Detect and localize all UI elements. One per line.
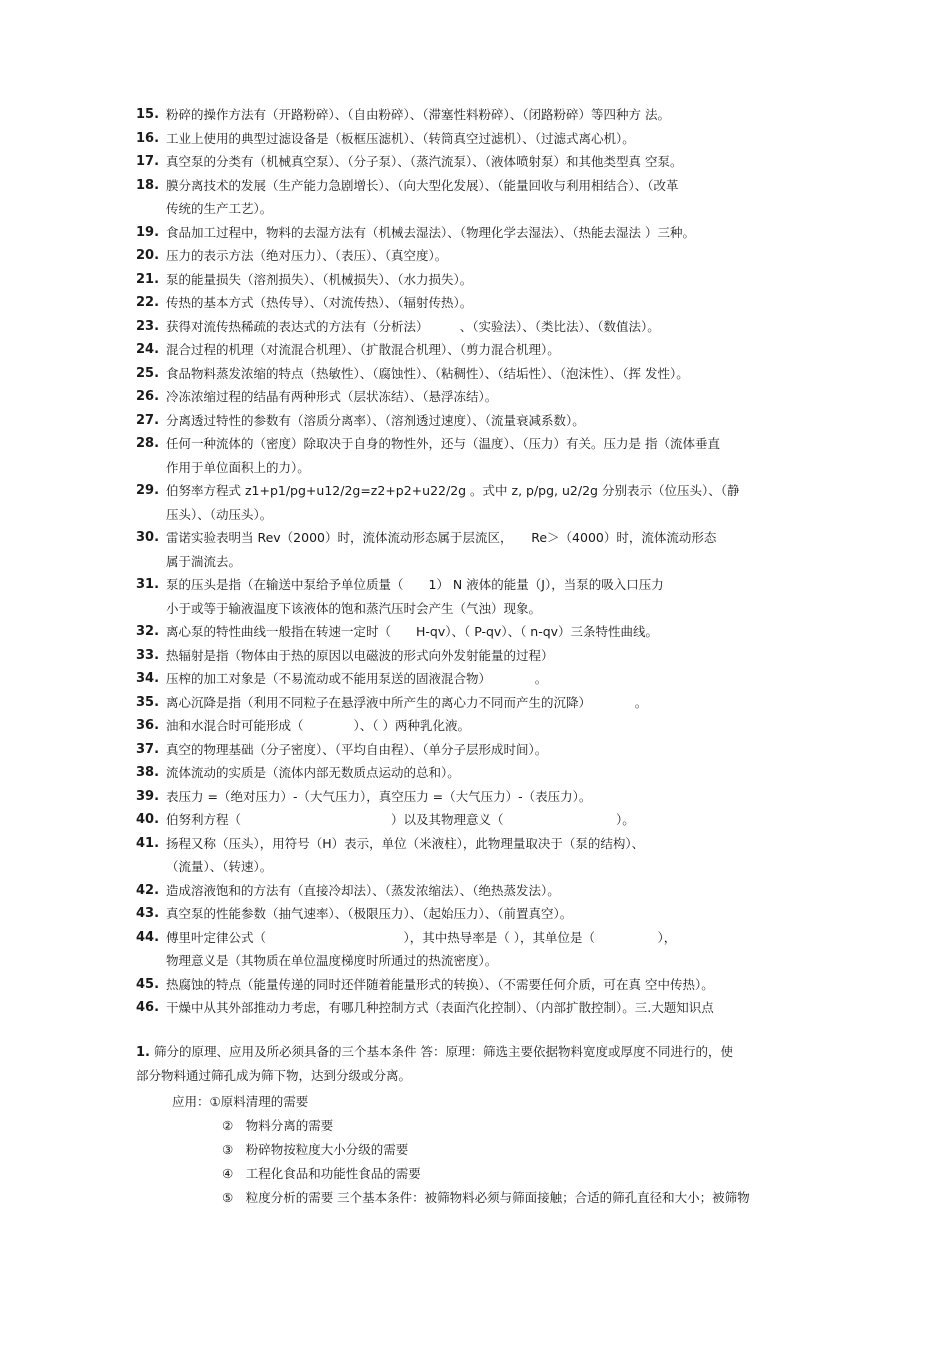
question-text: 泵的能量损失（溶剂损失）、（机械损失）、（水力损失）。 <box>166 271 473 287</box>
question-item <box>136 479 816 526</box>
question-item <box>136 150 816 174</box>
question-text: 食品加工过程中，物料的去湿方法有（机械去湿法）、（物理化学去湿法）、（热能去湿法 ）三种。 <box>166 224 695 240</box>
question-number: 34. <box>136 671 160 686</box>
question-item <box>136 620 816 644</box>
question-text: 压力的表示方法（绝对压力）、（表压）、（真空度）。 <box>166 248 448 263</box>
application-item: ④ 工程化食品和功能性食品的需要 <box>222 1166 421 1181</box>
question-text: 干燥中从其外部推动力考虑，有哪几种控制方式（表面汽化控制）、（内部扩散控制）。三.大题知识点 <box>166 1000 714 1015</box>
question-item <box>136 738 816 762</box>
question-text: 工业上使用的典型过滤设备是（板框压滤机）、（转筒真空过滤机）、（过滤式离心机）。 <box>166 130 635 146</box>
question-item <box>136 526 816 573</box>
question-number: 42. <box>136 882 160 898</box>
question-number: 16. <box>136 130 160 146</box>
question-item <box>136 785 816 809</box>
section-line-2: 部分物料通过筛孔成为筛下物，达到分级或分离。 <box>136 1068 412 1083</box>
question-number: 17. <box>136 154 160 169</box>
question-text: 传热的基本方式（热传导）、（对流传热）、（辐射传热）。 <box>166 295 473 310</box>
question-number: 45. <box>136 976 160 992</box>
question-text: 表压力 =（绝对压力）-（大气压力），真空压力 =（大气压力）-（表压力）。 <box>166 788 592 804</box>
question-number: 39. <box>136 788 160 804</box>
question-text: 离心泵的特性曲线一般指在转速一定时（ H-qv）、（ P-qv）、（ n-qv）三条特性曲线。 <box>166 624 659 639</box>
question-text: 伯努利方程（ ）以及其物理意义（ ）。 <box>166 812 635 827</box>
question-number: 20. <box>136 248 160 263</box>
question-text: 热辐射是指（物体由于热的原因以电磁波的形式向外发射能量的过程） <box>166 647 554 663</box>
question-text: 物理意义是（其物质在单位温度梯度时所通过的热流密度）。 <box>166 953 498 968</box>
question-number: 21. <box>136 271 160 287</box>
question-text: 冷冻浓缩过程的结晶有两种形式（层状冻结）、（悬浮冻结）。 <box>166 389 498 404</box>
section-number: 1. <box>136 1045 150 1060</box>
question-text: 流体流动的实质是（流体内部无数质点运动的总和）。 <box>166 765 460 780</box>
question-item <box>136 244 816 268</box>
question-item <box>136 691 816 715</box>
question-number: 23. <box>136 318 160 334</box>
question-number: 44. <box>136 929 160 945</box>
question-text: 压榨的加工对象是（不易流动或不能用泵送的固液混合物） 。 <box>166 671 548 686</box>
question-text: （流量）、（转速）。 <box>166 859 273 874</box>
question-text: 属于湍流去。 <box>166 553 242 569</box>
question-number: 46. <box>136 1000 160 1015</box>
section-question <box>136 1040 733 1065</box>
question-text: 分离透过特性的参数有（溶质分离率）、（溶剂透过速度）、（流量衰减系数）。 <box>166 412 585 428</box>
question-text: 任何一种流体的（密度）除取决于自身的物性外，还与（温度）、（压力）有关。压力是 指（流体垂直 <box>166 436 720 451</box>
question-number: 24. <box>136 342 160 357</box>
question-number: 26. <box>136 389 160 404</box>
question-text: 伯努率方程式 z1+p1/pg+u12/2g=z2+p2+u22/2g 。式中 z, p/pg, u2/2g 分别表示（位压头）、（静 <box>166 483 740 498</box>
question-item <box>136 832 816 879</box>
question-item <box>136 761 816 785</box>
section-line-1: 筛分的原理、应用及所必须具备的三个基本条件 答：原理：筛选主要依据物料宽度或厚度不同进行的，使 <box>153 1044 733 1059</box>
application-intro: 应用：①原料清理的需要 <box>172 1094 309 1109</box>
question-text: 传统的生产工艺）。 <box>166 201 273 216</box>
question-item <box>136 174 816 221</box>
application-item: ③ 粉碎物按粒度大小分级的需要 <box>222 1142 409 1157</box>
question-number: 15. <box>136 107 160 122</box>
question-item <box>136 338 816 362</box>
question-number: 25. <box>136 365 160 381</box>
question-number: 22. <box>136 295 160 310</box>
question-item <box>136 432 816 479</box>
question-item <box>136 127 816 151</box>
question-item <box>136 268 816 292</box>
question-item <box>136 996 816 1020</box>
question-text: 傅里叶定律公式（ ），其中热导率是（ ），其单位是（ ）， <box>166 929 677 945</box>
question-number: 19. <box>136 224 160 240</box>
question-text: 离心沉降是指（利用不同粒子在悬浮液中所产生的离心力不同而产生的沉降） 。 <box>166 694 648 710</box>
question-text: 压头）、（动压头）。 <box>166 506 273 522</box>
question-number: 38. <box>136 765 160 780</box>
question-text: 真空的物理基础（分子密度）、（平均自由程）、（单分子层形成时间）。 <box>166 741 548 757</box>
question-number: 27. <box>136 412 160 428</box>
question-item <box>136 291 816 315</box>
question-number: 35. <box>136 694 160 710</box>
question-number: 40. <box>136 812 160 827</box>
question-item <box>136 573 816 620</box>
question-text: 膜分离技术的发展（生产能力急剧增长）、（向大型化发展）、（能量回收与利用相结合）、（改革 <box>166 177 679 193</box>
question-text: 混合过程的机理（对流混合机理）、（扩散混合机理）、（剪力混合机理）。 <box>166 342 560 357</box>
question-text: 真空泵的分类有（机械真空泵）、（分子泵）、（蒸汽流泵）、（液体喷射泵）和其他类型真 空泵。 <box>166 154 683 169</box>
application-item: ⑤ 粒度分析的需要 三个基本条件：被筛物料必须与筛面接触；合适的筛孔直径和大小；被筛物 <box>222 1190 750 1205</box>
question-text: 雷诺实验表明当 Rev（2000）时，流体流动形态属于层流区， Re＞（4000）时，流体流动形态 <box>166 530 717 545</box>
question-number: 31. <box>136 577 160 592</box>
question-text: 小于或等于输液温度下该液体的饱和蒸汽压时会产生（气浊）现象。 <box>166 600 542 616</box>
question-number: 32. <box>136 624 160 639</box>
question-number: 28. <box>136 436 160 451</box>
question-text: 热腐蚀的特点（能量传递的同时还伴随着能量形式的转换）、（不需要任何介质，可在真 空中传热）。 <box>166 976 714 992</box>
question-text: 真空泵的性能参数（抽气速率）、（极限压力）、（起始压力）、（前置真空）。 <box>166 906 573 921</box>
question-text: 粉碎的操作方法有（开路粉碎）、（自由粉碎）、（滞塞性料粉碎）、（闭路粉碎）等四种方 法。 <box>166 107 670 122</box>
question-item <box>136 644 816 668</box>
question-text: 扬程又称（压头），用符号（H）表示，单位（米液柱），此物理量取决于（泵的结构）、 <box>166 835 645 851</box>
question-number: 18. <box>136 177 160 193</box>
question-number: 36. <box>136 718 160 733</box>
application-item: ② 物料分离的需要 <box>222 1118 334 1133</box>
question-number: 37. <box>136 741 160 757</box>
question-item <box>136 714 816 738</box>
question-text: 造成溶液饱和的方法有（直接冷却法）、（蒸发浓缩法）、（绝热蒸发法）。 <box>166 882 560 898</box>
question-item <box>136 902 816 926</box>
question-item <box>136 879 816 903</box>
question-number: 43. <box>136 906 160 921</box>
question-item <box>136 315 816 339</box>
question-number: 30. <box>136 530 160 545</box>
question-text: 油和水混合时可能形成（ ）、（ ）两种乳化液。 <box>166 718 470 733</box>
question-item <box>136 385 816 409</box>
question-number: 41. <box>136 835 160 851</box>
question-text: 作用于单位面积上的力）。 <box>166 459 310 475</box>
question-item <box>136 808 816 832</box>
question-item <box>136 926 816 973</box>
question-text: 食品物料蒸发浓缩的特点（热敏性）、（腐蚀性）、（粘稠性）、（结垢性）、（泡沫性）、（挥 发性）。 <box>166 365 689 381</box>
question-number: 29. <box>136 483 160 498</box>
question-item <box>136 667 816 691</box>
question-item <box>136 362 816 386</box>
question-item <box>136 221 816 245</box>
question-number: 33. <box>136 647 160 663</box>
question-text: 泵的压头是指（在输送中泵给予单位质量（ 1） N 液体的能量（J），当泵的吸入口压力 <box>166 577 664 592</box>
question-item <box>136 973 816 997</box>
question-item <box>136 103 816 127</box>
question-text: 获得对流传热稀疏的表达式的方法有（分析法） 、（实验法）、（类比法）、（数值法）。 <box>166 318 660 334</box>
question-item <box>136 409 816 433</box>
